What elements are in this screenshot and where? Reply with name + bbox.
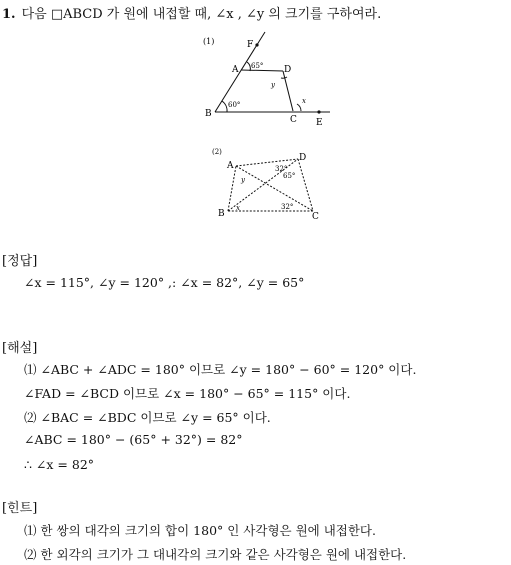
label-b: B (205, 109, 212, 119)
arc-angle-dce (297, 104, 301, 111)
point-f-dot (255, 43, 258, 46)
explanation-line: ⑵ ∠BAC = ∠BDC 이므로 ∠y = 65° 이다. (24, 410, 271, 425)
segment-ad (241, 70, 283, 71)
label-a: A (227, 161, 234, 171)
label-d: D (299, 153, 307, 163)
answer-text: ∠x = 115°, ∠y = 120° ,: ∠x = 82°, ∠y = 65° (24, 275, 305, 290)
angle-label-x: x (236, 204, 240, 212)
figure-1-label: (1) (203, 37, 215, 46)
label-d: D (284, 65, 292, 75)
angle-label-65: 65° (283, 172, 296, 180)
hint-heading: [힌트] (2, 501, 38, 516)
angle-label-x: x (302, 97, 306, 105)
label-a: A (232, 65, 239, 75)
answer-heading: [정답] (2, 254, 38, 269)
angle-label-y: y (271, 81, 275, 89)
angle-label-32-top: 32° (275, 165, 288, 173)
explanation-line: ∴ ∠x = 82° (24, 457, 95, 472)
angle-label-32-bottom: 32° (281, 203, 294, 211)
problem-text: 다음 □ABCD 가 원에 내접할 때, ∠x , ∠y 의 크기를 구하여라. (21, 7, 382, 22)
explanation-line: ∠ABC = 180° − (65° + 32°) = 82° (24, 432, 243, 447)
arc-angle-fad (247, 62, 250, 71)
figure-2-label: (2) (212, 148, 222, 156)
hint-line: ⑴ 한 쌍의 대각의 크기의 합이 180° 인 사각형은 원에 내접한다. (24, 523, 376, 538)
explanation-line: ⑴ ∠ABC + ∠ADC = 180° 이므로 ∠y = 180° − 60° = 120° 이다. (24, 362, 417, 377)
explanation-line: ∠FAD = ∠BCD 이므로 ∠x = 180° − 65° = 115° 이다. (24, 386, 351, 401)
arc-angle-adc (281, 77, 287, 78)
point-e-dot (317, 110, 320, 113)
problem-statement (2, 3, 381, 22)
segment-ba (228, 166, 236, 211)
problem-number: 1. (2, 7, 16, 22)
figure-1 (195, 30, 340, 128)
label-c: C (312, 212, 319, 222)
label-b: B (218, 209, 225, 219)
arc-angle-abc (222, 101, 227, 112)
angle-label-60: 60° (228, 101, 241, 109)
segment-dc (283, 71, 293, 111)
figure-2 (205, 145, 330, 223)
label-e: E (316, 118, 323, 128)
label-c: C (290, 115, 297, 125)
segment-dc (298, 159, 313, 211)
hint-line: ⑵ 한 외각의 크기가 그 대내각의 크기와 같은 사각형은 원에 내접한다. (24, 547, 407, 562)
segment-ad (236, 159, 298, 166)
label-f: F (247, 40, 254, 50)
angle-label-y: y (241, 176, 245, 184)
angle-label-65: 65° (251, 62, 264, 70)
explanation-heading: [해설] (2, 341, 38, 356)
